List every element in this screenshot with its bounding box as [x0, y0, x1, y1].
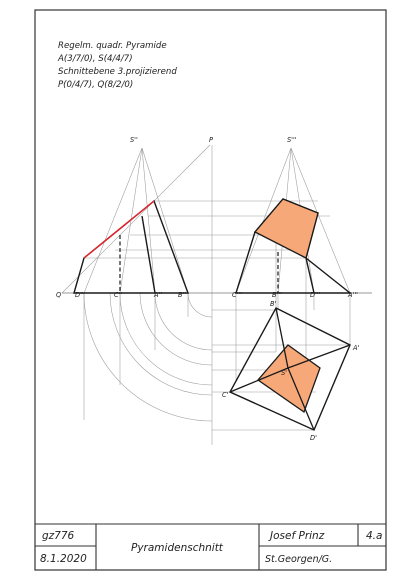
header-line-4: P(0/4/7), Q(8/2/0) — [58, 80, 134, 90]
header-line-1: Regelm. quadr. Pyramide — [58, 41, 167, 51]
label-d2: D'' — [75, 291, 84, 299]
side-view — [236, 199, 350, 293]
drawing-date: 8.1.2020 — [40, 553, 87, 565]
label-q: Q — [56, 291, 62, 299]
header-line-3: Schnittebene 3.projizierend — [58, 67, 177, 77]
side-view-section — [255, 199, 318, 258]
label-c2: C'' — [114, 291, 123, 299]
front-view-outline — [74, 201, 188, 293]
point-labels — [56, 136, 360, 442]
label-a3: A''' — [348, 291, 358, 299]
label-a1: A' — [353, 344, 360, 352]
header-line-2: A(3/7/0), S(4/4/7) — [58, 54, 133, 64]
label-d3: D''' — [310, 291, 321, 299]
label-a2: A'' — [154, 291, 163, 299]
label-b2: B'' — [178, 291, 187, 299]
sheet-number: 4.a — [366, 530, 383, 542]
sheet-border — [35, 10, 386, 570]
label-b3: B''' — [272, 291, 282, 299]
place-name: St.Georgen/G. — [265, 554, 333, 565]
label-d1: D' — [310, 434, 317, 442]
label-s1: S' — [281, 369, 287, 377]
top-view-section — [258, 345, 320, 412]
cutting-plane-trace — [84, 201, 154, 258]
author-name: Josef Prinz — [270, 530, 325, 542]
label-s-side: S''' — [287, 136, 297, 144]
drawing-code: gz776 — [42, 530, 75, 542]
top-view — [230, 308, 350, 430]
label-c1: C' — [222, 391, 229, 399]
label-b1: B' — [270, 300, 277, 308]
front-view — [74, 201, 188, 293]
label-p: P — [209, 136, 213, 144]
front-view-edge-a — [142, 216, 155, 293]
label-s-front: S'' — [130, 136, 138, 144]
drawing-title: Pyramidenschnitt — [131, 542, 223, 554]
label-c3: C''' — [232, 291, 243, 299]
